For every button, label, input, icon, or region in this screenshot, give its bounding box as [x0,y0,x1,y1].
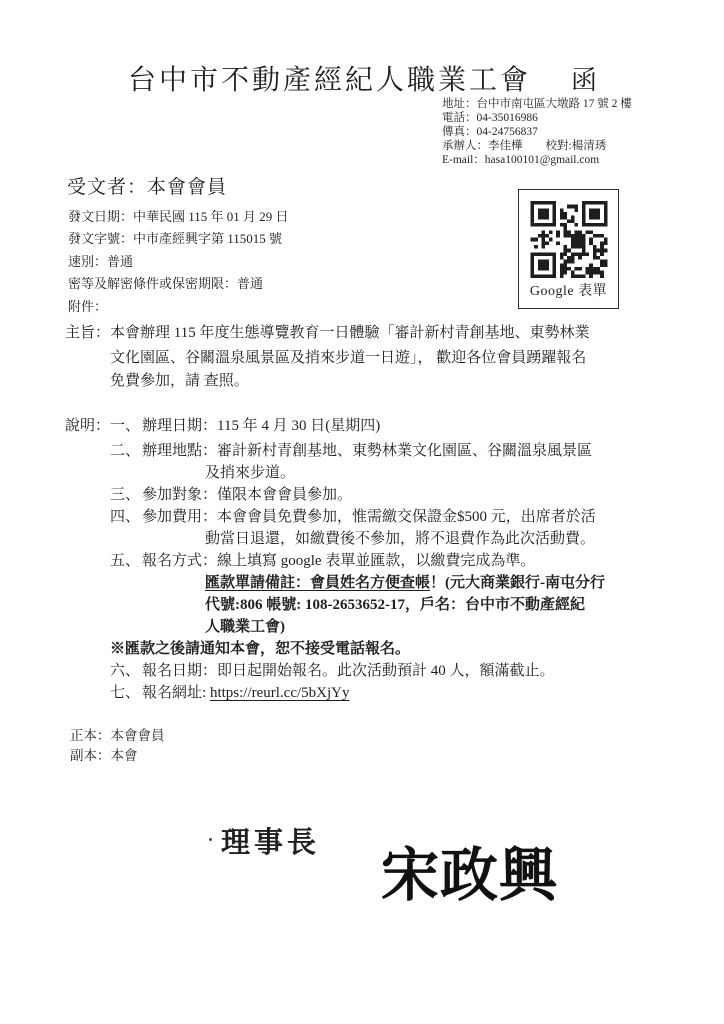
item-6-number: 六、 [110,663,141,679]
copies-block [70,726,165,765]
item-1-text: 辦理日期：115 年 4 月 30 日(星期四) [142,418,381,434]
remit-note-line-1 [205,572,605,594]
explanation-label: 說明： [65,418,111,434]
item-3-text: 參加對象：僅限本會會員參加。 [142,487,353,503]
meta-security: 密等及解密條件或保密期限：普通 [68,276,264,292]
explanation-item-4 [110,506,596,528]
item-7-number: 七、 [110,685,141,701]
subject-label: 主旨： [65,325,111,341]
explanation-item-5 [110,550,535,572]
item-2-text: 辦理地點：審計新村青創基地、東勢林業文化園區、谷關溫泉風景區 [142,443,593,459]
chairman-title: 理事長 [221,827,321,859]
item-5-text: 報名方式：線上填寫 google 表單並匯款，以繳費完成為準。 [142,553,536,569]
explanation-item-7 [110,682,350,704]
duplicate-copy-line: 副本：本會 [70,747,138,763]
original-copy-line: 正本：本會會員 [70,728,165,743]
qr-label: Google 表單 [529,284,608,299]
explanation-item-6 [110,660,555,682]
contact-email: E-mail：hasa100101@gmail.com [442,153,600,166]
org-title: 台中市不動產經紀人職業工會 [128,65,532,96]
item-1-number: 一、 [110,418,141,434]
google-form-qr-box [518,189,619,309]
meta-speed: 速別：普通 [68,253,134,269]
item-6-text: 報名日期：即日起開始報名。此次活動預計 40 人，額滿截止。 [142,663,555,679]
qr-code-icon [527,201,611,278]
remit-note-underlined-text: 匯款單請備註：會員姓名方便查帳 [205,575,431,591]
contact-handler: 承辦人：李佳樺 校對:楊清琇 [442,139,607,152]
explanation-item-3 [110,484,352,506]
contact-address: 地址：台中市南屯區大墩路 17 號 2 樓 [442,98,632,110]
doc-type-label: 函 [571,66,598,95]
contact-fax: 傳真：04-24756837 [442,125,538,138]
item-4-number: 四、 [110,509,141,525]
scan-artifact-dot [209,838,212,841]
item-5-number: 五、 [110,553,141,569]
phone-registration-note: ※匯款之後請通知本會，恕不接受電話報名。 [110,641,411,657]
subject-line-2: 文化園區、谷關溫泉風景區及捎來步道一日遊」， 歡迎各位會員踴躍報名 [110,350,587,366]
registration-url-link[interactable]: https://reurl.cc/5bXjYy [209,685,350,701]
item-3-number: 三、 [110,487,141,503]
contact-block [442,98,632,168]
meta-attachment: 附件： [68,298,108,314]
meta-doc-number: 發文字號：中市產經興字第 115015 號 [68,231,283,247]
contact-phone: 電話：04-35016986 [442,111,538,124]
explanation-item-1 [65,415,380,437]
meta-block [68,206,289,318]
subject-text-1: 本會辦理 115 年度生態導覽教育一日體驗「審計新村青創基地、東勢林業 [110,325,590,341]
item-2-continuation: 及捎來步道。 [205,465,296,481]
remit-note-line-2: 代號:806 帳號: 108-2653652-17，戶名：台中市不動產經紀 [205,597,585,613]
item-7-label: 報名網址: [142,685,210,701]
subject-line-1 [65,322,589,344]
remit-note-rest: ！(元大商業銀行-南屯分行 [430,575,606,591]
item-4-continuation: 動當日退還，如繳費後不參加，將不退費作為此次活動費。 [205,531,596,547]
remit-note-line-3: 人職業工會) [205,619,285,635]
item-4-text: 參加費用：本會會員免費參加，惟需繳交保證金$500 元，出席者於活 [142,509,596,525]
meta-issue-date: 發文日期：中華民國 115 年 01 月 29 日 [68,209,289,224]
subject-line-3: 免費參加，請 查照。 [110,373,249,389]
item-2-number: 二、 [110,443,141,459]
explanation-item-2 [110,440,592,462]
chairman-name-signature: 宋政興 [381,843,559,908]
recipient-line: 受文者：本會會員 [67,177,228,198]
